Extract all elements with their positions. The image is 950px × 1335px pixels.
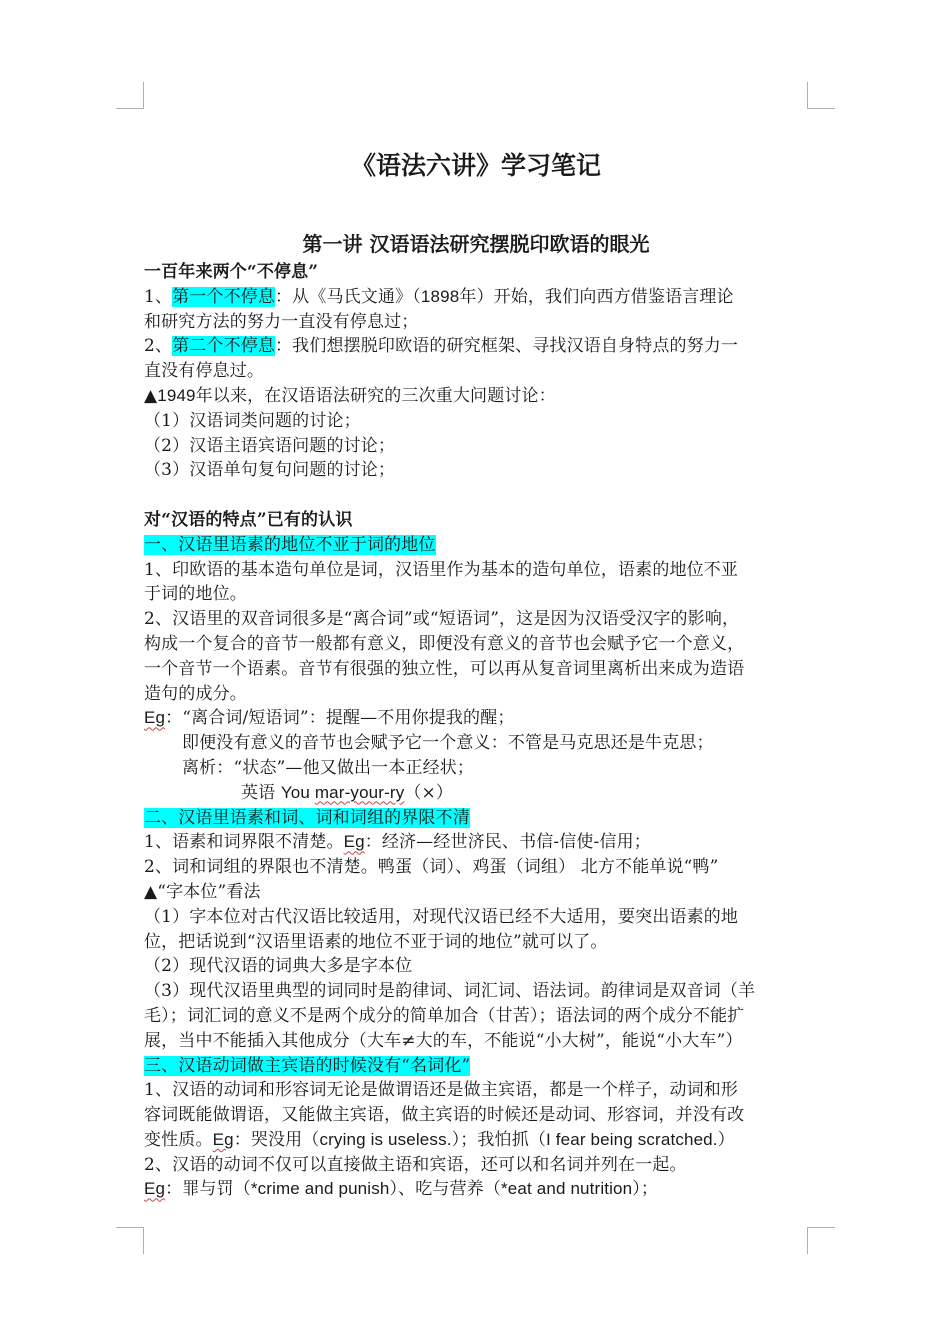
crop-mark-top-right <box>807 108 835 109</box>
paragraph: 2、第二个不停息：我们想摆脱印欧语的研究框架、寻找汉语自身特点的努力一 <box>144 336 739 357</box>
paragraph-line: 毛）；词汇词的意义不是两个成分的简单加合（甘苦）；语法词的两个成分不能扩 <box>144 1005 745 1026</box>
paragraph-line: 1、印欧语的基本造句单位是词，汉语里作为基本的造句单位，语素的地位不亚 <box>144 559 739 580</box>
paragraph-line: 于词的地位。 <box>144 584 247 605</box>
highlighted-text: 第一个不停息 <box>172 286 276 307</box>
paragraph-line: 容词既能做谓语，又能做主宾语，做主宾语的时候还是动词、形容词，并没有改 <box>144 1105 745 1126</box>
paragraph-line: 1、汉语的动词和形容词无论是做谓语还是做主宾语，都是一个样子，动词和形 <box>144 1080 739 1101</box>
highlighted-text: 第二个不停息 <box>172 336 276 357</box>
triangle-note: ▲“字本位”看法 <box>144 881 261 902</box>
eg-label: Eg <box>343 832 365 852</box>
example-line: Eg：罪与罚（*crime and punish）、吃与营养（*eat and nutrition）； <box>144 1179 659 1200</box>
paragraph-line: 2、词和词组的界限也不清楚。鸭蛋（词）、鸡蛋（词组） 北方不能单说“鸭” <box>144 857 719 878</box>
subheading <box>144 1054 808 1079</box>
crop-mark-top-left <box>116 108 144 109</box>
paragraph-line: 展，当中不能插入其他成分（大车≠大的车，不能说“小大树”，能说“小大车”） <box>144 1030 743 1051</box>
paragraph-line: 造句的成分。 <box>144 683 247 704</box>
paragraph-line: 变性质。Eg：哭没用（crying is useless.）；我怕抓（I fear being scratched.） <box>144 1129 735 1150</box>
eg-label: Eg <box>212 1129 234 1149</box>
paragraph-line: 2、汉语的动词不仅可以直接做主语和宾语，还可以和名词并列在一起。 <box>144 1154 687 1175</box>
paragraph-line: 2、汉语里的双音词很多是“离合词”或“短语词”，这是因为汉语受汉字的影响， <box>144 609 740 630</box>
crop-mark-top-right <box>807 82 808 109</box>
lecture-heading: 第一讲 汉语语法研究摆脱印欧语的眼光 <box>302 232 650 256</box>
paragraph-line: 直没有停息过。 <box>144 361 265 382</box>
triangle-note: ▲1949年以来，在汉语语法研究的三次重大问题讨论： <box>144 385 556 406</box>
crop-mark-bottom-right <box>807 1227 808 1254</box>
paragraph-line: （2）现代汉语的词典大多是字本位 <box>144 956 413 977</box>
subheading <box>144 533 808 558</box>
triangle-icon: ▲ <box>144 385 158 406</box>
subheading <box>144 806 808 831</box>
list-item: （2）汉语主语宾语问题的讨论； <box>144 435 396 456</box>
highlighted-text: 一、汉语里语素的地位不亚于词的地位 <box>144 534 436 555</box>
example-line: 离析：“状态”—他又做出一本正经状； <box>182 757 475 778</box>
example-line: 英语 You mar-your-ry（×） <box>241 782 454 803</box>
paragraph-line: 1、语素和词界限不清楚。Eg：经济—经世济民、书信-信使-信用； <box>144 832 651 853</box>
paragraph-line: （3）现代汉语里典型的词同时是韵律词、词汇词、语法词。韵律词是双音词（羊 <box>144 981 756 1002</box>
document-title: 《语法六讲》学习笔记 <box>350 151 601 180</box>
paragraph-line: 构成一个复合的音节一般都有意义，即便没有意义的音节也会赋予它一个意义， <box>144 633 745 654</box>
section-heading: 对“汉语的特点”已有的认识 <box>144 509 353 530</box>
document-page <box>144 140 808 1202</box>
crop-mark-bottom-left <box>116 1227 144 1228</box>
paragraph-line: （1）字本位对古代汉语比较适用，对现代汉语已经不大适用，要突出语素的地 <box>144 906 739 927</box>
paragraph-line: 和研究方法的努力一直没有停息过； <box>144 311 419 332</box>
paragraph-line: 位，把话说到“汉语里语素的地位不亚于词的地位”就可以了。 <box>144 931 608 952</box>
crop-mark-top-left <box>143 82 144 109</box>
eg-label: Eg <box>144 1179 166 1199</box>
highlighted-text: 二、汉语里语素和词、词和词组的界限不清 <box>144 807 470 828</box>
section-heading: 一百年来两个“不停息” <box>144 262 319 282</box>
paragraph: 1、第一个不停息：从《马氏文通》（1898年）开始，我们向西方借鉴语言理论 <box>144 286 734 307</box>
example-line: 即便没有意义的音节也会赋予它一个意义：不管是马克思还是牛克思； <box>182 733 714 754</box>
list-item: （1）汉语词类问题的讨论； <box>144 410 361 431</box>
list-item: （3）汉语单句复句问题的讨论； <box>144 460 396 481</box>
paragraph-line: 一个音节一个语素。音节有很强的独立性，可以再从复音词里离析出来成为造语 <box>144 658 745 679</box>
highlighted-text: 三、汉语动词做主宾语的时候没有“名词化” <box>144 1055 471 1076</box>
example-line: Eg：“离合词/短语词”：提醒—不用你提我的醒； <box>144 708 515 729</box>
crop-mark-bottom-right <box>807 1227 835 1228</box>
eg-label: Eg <box>144 708 166 728</box>
crop-mark-bottom-left <box>143 1227 144 1254</box>
